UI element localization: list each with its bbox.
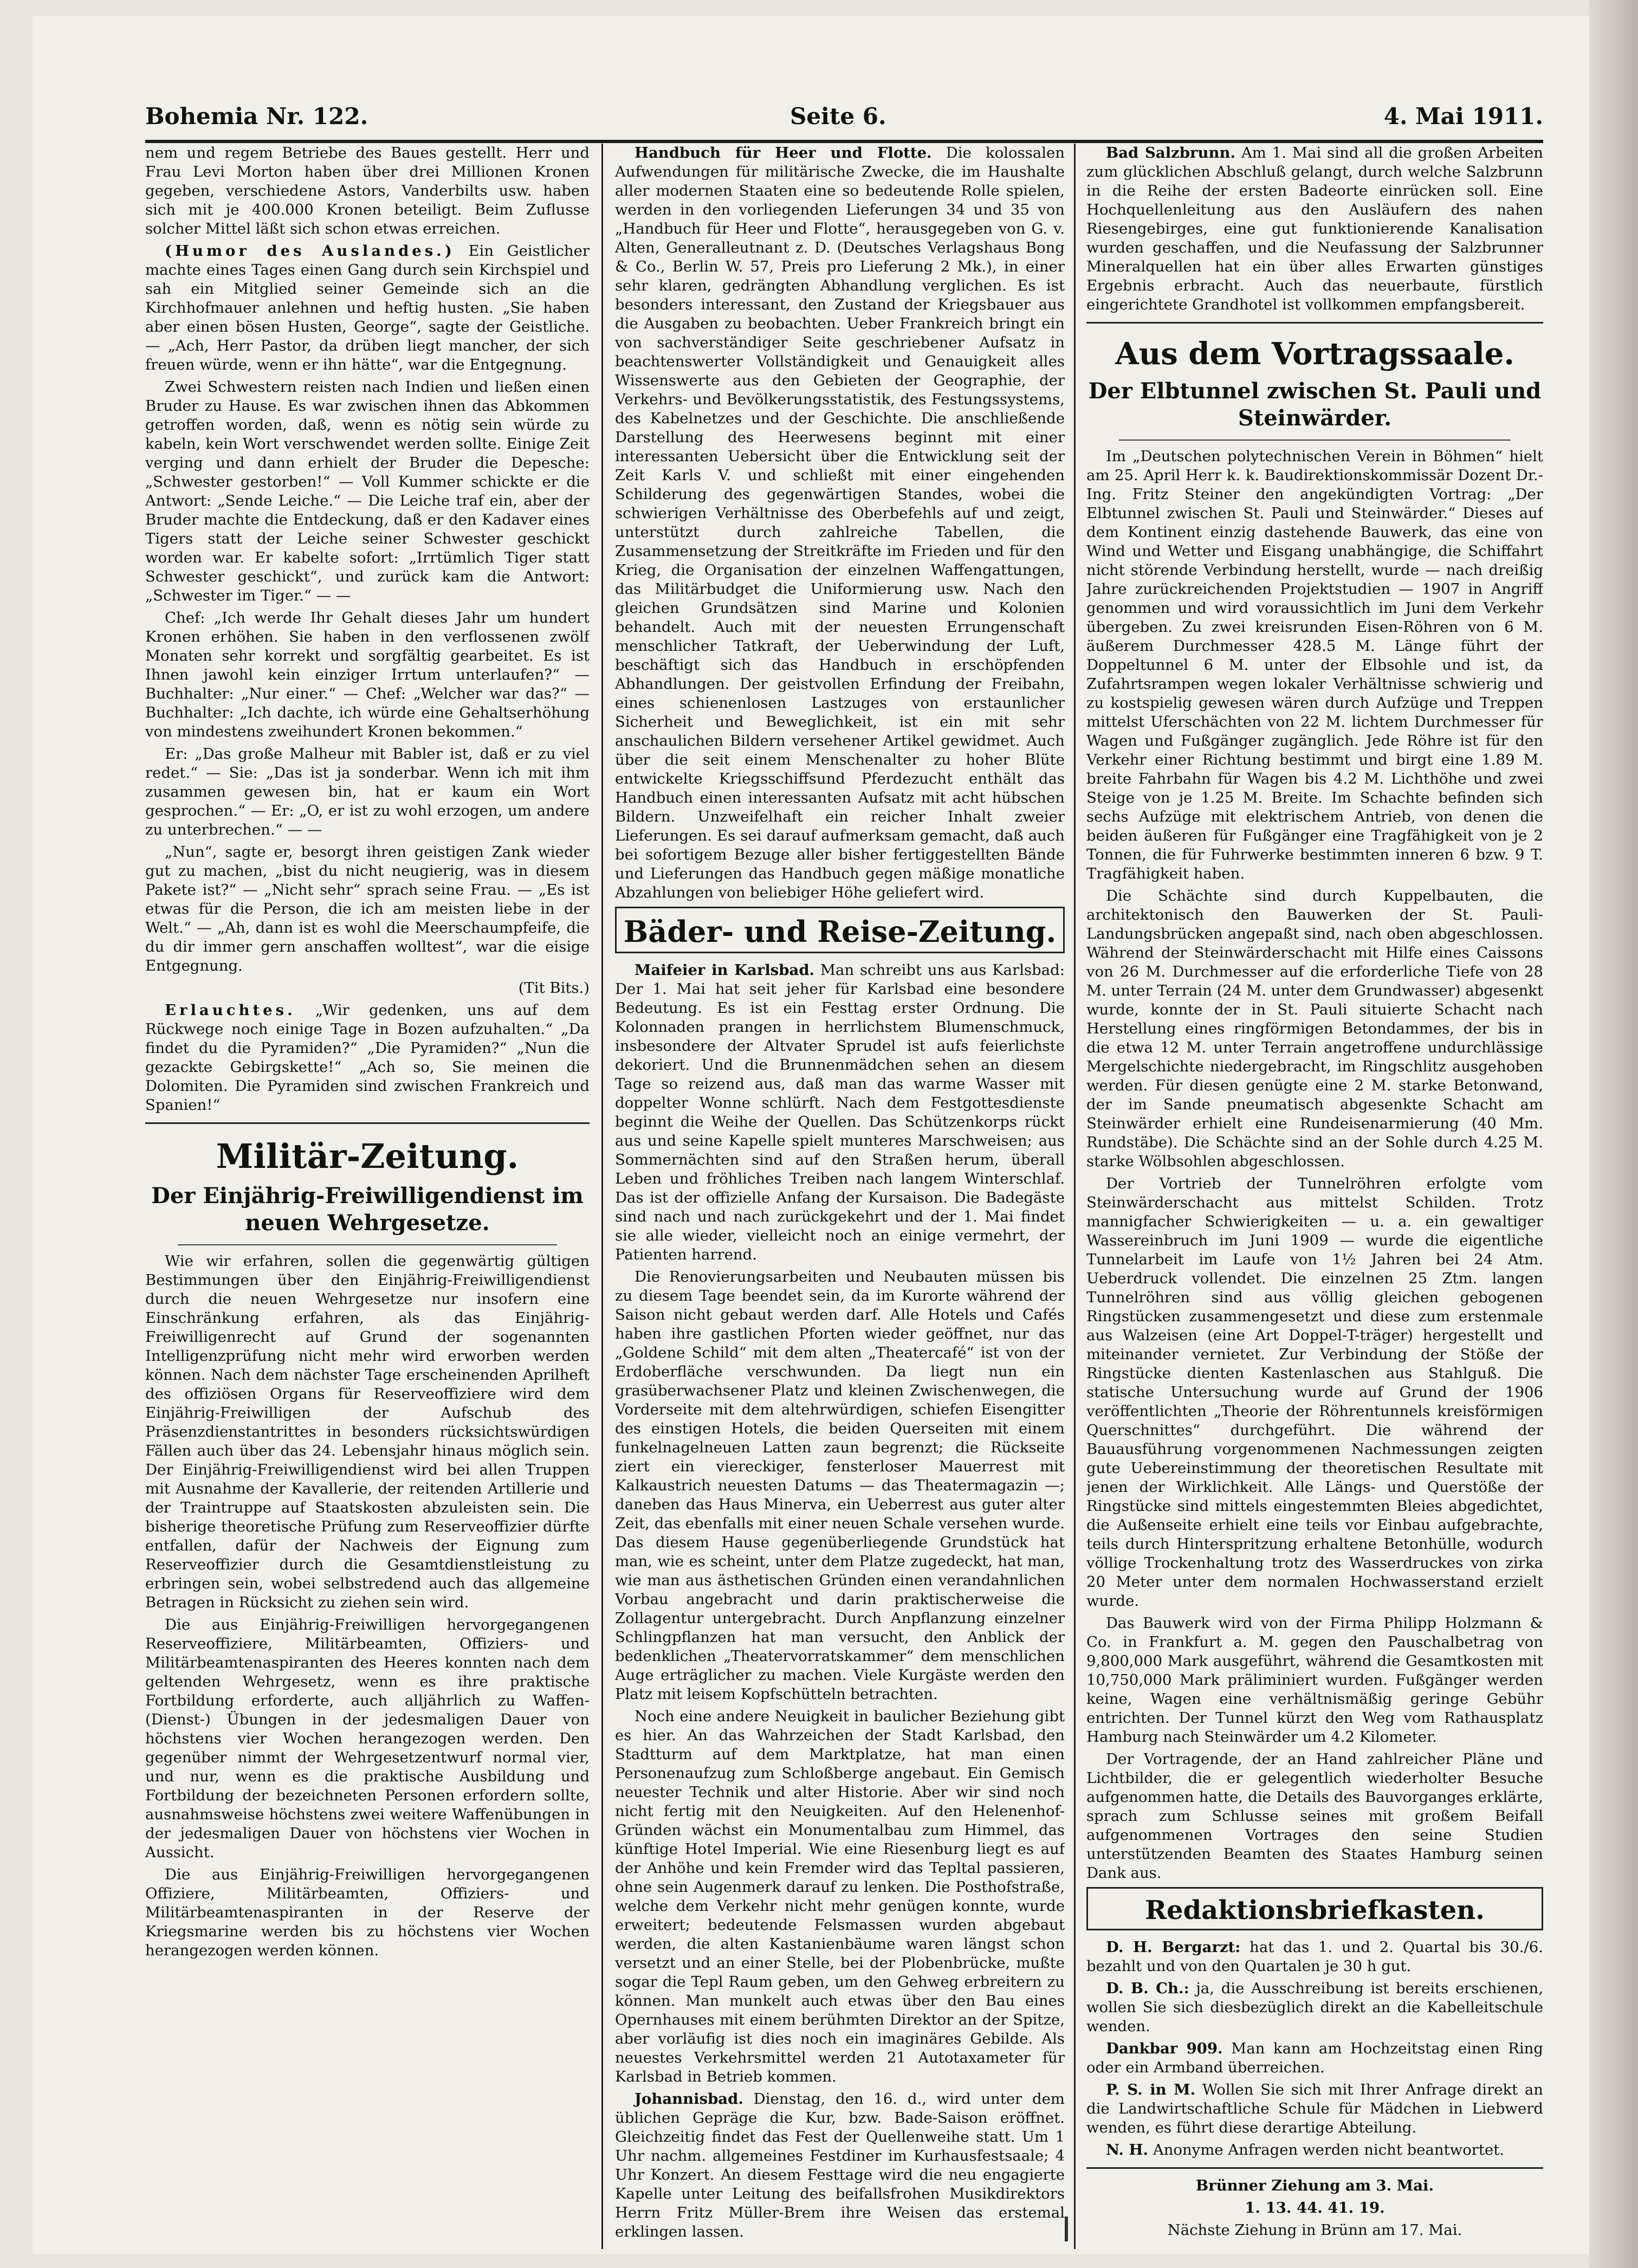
paragraph: Die Renovierungsarbeiten und Neubauten müssen bis zu diesem Tage beendet sein, da im Kurorte während der Saison nicht gebaut werden darf. Alle Hotels und Cafés haben ihre gastlichen Pforten wieder geöffnet, nur das „Goldene Schild“ mit dem alten „Theatercafé“ ist von der Erdoberfläche verschwunden. Da liegt nun ein grasüberwachsener Platz und kleinen Zwischenwegen, die Vorderseite mit dem altehrwürdigen, schiefen Eisengitter des einstigen Hotels, die beiden Querseiten mit einem funkelnagelneuen Latten zaun begrenzt; die Rückseite ziert ein viereckiger, fensterloser Mauerrest mit Kalkaustrich neuesten Datums — das Theatermagazin —; daneben das Haus Minerva, ein Ueberrest aus guter alter Zeit, das ebenfalls mit einer neuen Schale versehen wurde. Das diesem Hause gegenüberliegende Grundstück hat man, wie es scheint, unter dem Platze zugedeckt, hat man, wie man aus ästhetischen Gründen einen verandahnlichen Vorbau angebracht und darin praktischerweise die Zollagentur untergebracht. Durch Anpflanzung einzelner Schlingpflanzen hat man versucht, den Anblick der bedenklichen „Theatervorratskammer“ dem menschlichen Auge erträglicher zu machen. Viele Kurgäste werden den Platz mit leisem Kopfschütteln betrachten. xyxy=(615,1268,1065,1703)
paragraph: Im „Deutschen polytechnischen Verein in Böhmen“ hielt am 25. April Herr k. k. Baudirektionskommissär Dozent Dr.-Ing. Fritz Steiner den angekündigten Vortrag: „Der Elbtunnel zwischen St. Pauli und Steinwärder.“ Dieses auf dem Kontinent einzig dastehende Bauwerk, das eine von Wind und Wetter und Eisgang unabhängige, die Schiffahrt nicht störende Verbindung herstellt, wurde — nach dreißig Jahre zurückreichenden Projektstudien — 1907 in Angriff genommen und wird voraussichtlich im Juni dem Verkehr übergeben. Zu zwei kreisrunden Eisen-Röhren von 6 M. äußerem Durchmesser 428.5 M. Länge führt der Doppeltunnel 6 M. unter der Elbsohle und ist, da Zufahrtsrampen wegen lokaler Verhältnisse schwierig und zu kostspielig gewesen wären durch Aufzüge und Treppen mittelst Uferschächten von 22 M. lichtem Durchmesser für Wagen und Fußgänger zugänglich. Jede Röhre ist für den Verkehr einer Richtung bestimmt und birgt eine 1.89 M. breite Fahrbahn für Wagen bis 4.2 M. Lichthöhe und zwei Steige von je 1.25 M. Breite. Im Schachte befinden sich sechs Aufzüge mit elektrischem Antrieb, von denen die beiden äußeren für Fußgänger eine Tragfähigkeit von je 2 Tonnen, die für Fuhrwerke bestimmten inneren 6 bzw. 9 T. Tragfähigkeit haben. xyxy=(1086,448,1543,882)
reply-addressee: P. S. in M. xyxy=(1106,2081,1196,2098)
reply-text: Wollen Sie sich mit Ihrer Anfrage direkt an die Landwirtschaftliche Schule für Mädchen in Liebwerd wenden, es führt diese derartige Abteilung. xyxy=(1086,2081,1543,2136)
section-divider xyxy=(1086,2167,1543,2169)
paragraph xyxy=(145,1001,590,1115)
paragraph-lead: Bad Salzbrunn. xyxy=(1106,144,1236,161)
title-divider xyxy=(1119,440,1511,441)
paragraph-text: „Wir gedenken, uns auf dem Rückwege noch einige Tage in Bozen aufzuhalten.“ „Da findet du die Pyramiden?“ „Die Pyramiden?“ „Nun die gezackte Gebirgskette!“ „Ach so, Sie meinen die Dolomiten. Die Pyramiden sind zwischen Frankreich und Spanien!“ xyxy=(145,1001,590,1114)
paragraph xyxy=(615,144,1065,902)
paragraph: Der Vortragende, der an Hand zahlreicher Pläne und Lichtbilder, die er gelegentlich wiederholter Besuche aufgenommen hatte, die Details des Bauvorganges erklärte, sprach zum Schlusse seines mit großem Beifall aufgenommenen Vortrages den seine Studien unterstützenden Beamten des Staates Hamburg seinen Dank aus. xyxy=(1086,1750,1543,1882)
section-box xyxy=(1086,1887,1543,1930)
paragraph-text: Man schreibt uns aus Karlsbad: Der 1. Mai hat seit jeher für Karlsbad eine besondere Bedeutung. Es ist ein Festtag erster Ordnung. Die Kolonnaden prangen in herrlichstem Blumenschmuck, insbesondere der Altvater Sprudel ist aufs feierlichste dekoriert. Und die Brunnenmädchen sehen an diesem Tage so reizend aus, daß man das warme Wasser mit doppelter Wonne schlürft. Nach dem Festgottesdienste beginnt die Weihe der Quellen. Das Schützenkorps rückt aus und seine Kapelle spielt munteres Marschweisen; aus Sommernächten sind auf den Straßen herum, überall Leben und fröhliches Treiben nach langem Winterschlaf. Das ist der offizielle Anfang der Kursaison. Die Badegäste sind nach und nach zurückgekehrt und der 1. Mai findet sie alle wieder, vielleicht noch an einige vermehrt, der Patienten harrend. xyxy=(615,961,1065,1263)
reply-item xyxy=(1086,2039,1543,2077)
paragraph-lead: Erlauchtes. xyxy=(165,1001,296,1019)
paragraph xyxy=(1086,144,1543,314)
paragraph: Wie wir erfahren, sollen die gegenwärtig gültigen Bestimmungen über den Einjährig-Freiwilligendienst durch die neuen Wehrgesetze nur insofern eine Einschränkung erfahren, als das Einjährig-Freiwilligenrecht auf Grund der sogenannten Intelligenzprüfung nicht mehr wird erworben werden können. Nach dem nächster Tage erscheinenden Aprilheft des offiziösen Organs für Reserveoffiziere wird dem Einjährig-Freiwilligen der Aufschub des Präsenzdienstantrittes in besonders rücksichtswürdigen Fällen auch über das 24. Lebensjahr hinaus möglich sein. Der Einjährig-Freiwilligendienst wird bei allen Truppen mit Ausnahme der Kavallerie, der reitenden Artillerie und der Traintruppe auf Staatskosten abzuleisten sein. Die bisherige theoretische Prüfung zum Reserveoffizier dürfte entfallen, dafür der Nachweis der Eignung zum Reserveoffizier durch die Gesamtdienstleistung zu erbringen sein, wobei selbstredend auch das allgemeine Betragen in Rücksicht zu ziehen sein wird. xyxy=(145,1252,590,1611)
paragraph-lead: Handbuch für Heer und Flotte. xyxy=(635,144,932,161)
reply-item xyxy=(1086,2080,1543,2137)
paragraph xyxy=(615,2090,1065,2241)
paragraph: Die aus Einjährig-Freiwilligen hervorgegangenen Offiziere, Militärbeamten, Offiziers- und Militärbeamtenaspiranten in der Reserve der Kriegsmarine werden bis zu höchstens vier Wochen herangezogen werden können. xyxy=(145,1866,590,1959)
paragraph-lead: (Humor des Auslandes.) xyxy=(165,242,455,260)
reply-text: Anonyme Anfragen werden nicht beantwortet. xyxy=(1148,2141,1505,2159)
reply-addressee: D. B. Ch.: xyxy=(1106,1980,1189,1997)
source-note: (Tit Bits.) xyxy=(518,979,590,997)
reply-addressee: N. H. xyxy=(1106,2141,1149,2159)
paragraph: Die aus Einjährig-Freiwilligen hervorgegangenen Reserveoffiziere, Militärbeamten, Offiziers- und Militärbeamtenaspiranten des Heeres konnten nach dem geltenden Wehrgesetz, wenn es ihre praktische Fortbildung erforderte, auch alljährlich zu Waffen-(Dienst-) Übungen in der jedesmaligen Dauer von höchstens vier Wochen herangezogen werden. Den gegenüber nimmt der Wehrgesetzentwurf normal vier, und nur, wenn es die praktische Ausbildung und Fortbildung der bezeichneten Personen erfordern sollte, ausnahmsweise höchstens zwei weitere Waffenübungen in der jedesmaligen Dauer von höchstens vier Wochen in Aussicht. xyxy=(145,1616,590,1861)
column-rule xyxy=(1074,144,1076,2249)
reply-item xyxy=(1086,1979,1543,2036)
section-title-vortrag: Aus dem Vortragssaale. xyxy=(1115,336,1514,372)
section-title-baeder: Bäder- und Reise-Zeitung. xyxy=(623,914,1057,949)
section-divider xyxy=(1086,322,1543,324)
lottery-next: Nächste Ziehung in Brünn am 17. Mai. xyxy=(1167,2221,1462,2239)
article-title: Der Einjährig-Freiwilligendienst im neuen Wehrgesetze. xyxy=(151,1183,584,1236)
reply-item xyxy=(1086,1938,1543,1976)
section-title-military: Militär-Zeitung. xyxy=(216,1136,519,1176)
paragraph-lead: Maifeier in Karlsbad. xyxy=(635,961,815,979)
paragraph: Noch eine andere Neuigkeit in baulicher Beziehung gibt es hier. An das Wahrzeichen der Stadt Karlsbad, den Stadtturm auf dem Marktplatze, hat man einen Personenaufzug zum Schloßberge angebaut. Ein Gemisch neuester Technik und alter Historie. Aber wir sind noch nicht fertig mit den Neuigkeiten. Auf den Helenenhof-Gründen wächst ein Monumentalbau zum Himmel, das künftige Hotel Imperial. Wie eine Riesenburg liegt es auf der Anhöhe und kein Fremder wird das Tepltal passieren, ohne sein Augenmerk darauf zu lenken. Die Posthofstraße, welche dem Verkehr nicht mehr genügen konnte, wurde erweitert; bedeutende Felsmassen wurden abgebaut werden, die alten Kastanienbäume waren längst schon versetzt und an einer Stelle, bei der Plobenbrücke, mußte sogar die Tepl Raum geben, um den Gehweg erbreitern zu können. Man munkelt auch etwas über den Bau eines Opernhauses mit einem berühmten Direktor an der Spitze, aber vorläufig ist dies noch ein imaginäres Gebilde. Als neuestes Verkehrsmittel werden 21 Autotaxameter für Karlsbad in Betrieb kommen. xyxy=(615,1708,1065,2085)
scan-mark xyxy=(1065,2217,1068,2241)
reply-text: ja, die Ausschreibung ist bereits erschienen, wollen Sie sich diesbezüglich direkt an die Kabelleitschule wenden. xyxy=(1086,1980,1543,2035)
page-header xyxy=(145,98,1543,143)
title-divider xyxy=(178,1244,557,1245)
paragraph-text: Ein Geistlicher machte eines Tages einen Gang durch sein Kirchspiel und sah ein Mitglied seiner Gemeinde sich an die Kirchhofmauer anlehnen und heftig husten. „Sie haben aber einen bösen Husten, George“, sagte der Geistliche. — „Ach, Herr Pastor, da drüben liegt mancher, der sich freuen würde, wenn er ihn hätte“, war die Entgegnung. xyxy=(145,242,590,373)
column-1 xyxy=(145,144,590,2249)
paragraph-text: Die kolossalen Aufwendungen für militärische Zwecke, die im Haushalte aller modernen Staaten eine so bedeutende Rolle spielen, werden in den vorliegenden Lieferungen 34 und 35 von „Handbuch für Heer und Flotte“, herausgegeben von G. v. Alten, Generalleutnant z. D. (Deutsches Verlagshaus Bong & Co., Berlin W. 57, Preis pro Lieferung 2 Mk.), in einer sehr klaren, gedrängten Abhandlung verglichen. Es ist besonders interessant, den Zustand der Kriegsbauer aus die Ausgaben zu beobachten. Ueber Frankreich bringt ein von sachverständiger Seite geschriebener Aufsatz in beachtenswerter Vollständigkeit und Genauigkeit alles Wissenswerte aus den Gebieten der Geographie, der Verkehrs- und Bevölkerungsstatistik, des Festungssystems, des Kabelnetzes und der Geschichte. Die anschließende Darstellung des Heerwesens beginnt mit einer interessanten Uebersicht über die Entwicklung seit der Zeit Karls V. und schließt mit einer eingehenden Schilderung des gegenwärtigen Standes, wobei die schwierigen Verhältnisse des Oberbefehls auf und zeigt, unterstützt durch zahlreiche Tabellen, die Zusammensetzung der Streitkräfte im Frieden und für den Krieg, die Organisation der einzelnen Waffengattungen, das Militärbudget die Uniformierung usw. Nach den gleichen Grundsätzen sind Marine und Kolonien behandelt. Auch mit der neuesten Errungenschaft menschlicher Tatkraft, der Ueberwindung der Luft, beschäftigt sich das Handbuch in erschöpfenden Abhandlungen. Der geistvollen Erfindung der Freibahn, eines schienenlosen Lastzuges von erstaunlicher Sicherheit und Beweglichkeit, ist ein mit sehr anschaulichen Bildern versehener Artikel gewidmet. Auch über die seit einem Menschenalter zu hoher Blüte entwickelte Kriegsschiffsund Pferdezucht enthält das Handbuch einen interessanten Aufsatz mit acht hübschen Bildern. Unzweifelhaft ein reicher Inhalt zweier Lieferungen. Es sei darauf aufmerksam gemacht, daß auch bei sofortigem Bezuge aller bisher fertiggestellten Bände und Lieferungen das Handbuch gegen mäßige monatliche Abzahlungen von beliebiger Höhe geliefert wird. xyxy=(615,144,1065,901)
reply-addressee: D. H. Bergarzt: xyxy=(1106,1939,1241,1956)
scan-edge xyxy=(1589,0,1638,2268)
reply-item xyxy=(1086,2141,1543,2160)
reply-text: Man kann am Hochzeitstag einen Ring oder ein Armband überreichen. xyxy=(1086,2040,1543,2076)
paragraph: Chef: „Ich werde Ihr Gehalt dieses Jahr um hundert Kronen erhöhen. Sie haben in den verflossenen zwölf Monaten sehr korrekt und sorgfältig gearbeitet. Es ist Ihnen jawohl kein einziger Irrtum unterlaufen?“ — Buchhalter: „Nur einer.“ — Chef: „Welcher war das?“ — Buchhalter: „Ich dachte, ich würde eine Gehaltserhöhung von mindestens zweihundert Kronen bekommen.“ xyxy=(145,609,590,740)
header-date: 4. Mai 1911. xyxy=(1383,103,1543,130)
paragraph-lead: Johannisbad. xyxy=(635,2090,743,2108)
lottery-numbers: 1. 13. 44. 41. 19. xyxy=(1245,2199,1385,2217)
column-2 xyxy=(615,144,1065,2249)
section-divider xyxy=(145,1122,590,1124)
article-title: Der Elbtunnel zwischen St. Pauli und Steinwärder. xyxy=(1088,378,1542,431)
paragraph xyxy=(145,242,590,374)
paragraph: Das Bauwerk wird von der Firma Philipp Holzmann & Co. in Frankfurt a. M. gegen den Pauschalbetrag von 9,800,000 Mark ausgeführt, während die Gesamtkosten mit 10,750,000 Mark präliminiert wurden. Fußgänger werden keine, Wagen eine verhältnismäßig geringe Gebühr entrichten. Der Tunnel kürzt den Weg vom Rathausplatz Hamburg nach Steinwärder um 4.2 Kilometer. xyxy=(1086,1614,1543,1746)
section-title-redaktion: Redaktionsbriefkasten. xyxy=(1145,1895,1485,1925)
paragraph: Er: „Das große Malheur mit Babler ist, daß er zu viel redet.“ — Sie: „Das ist ja sonderbar. Wenn ich mit ihm zusammen gewesen bin, hat er kaum ein Wort gesprochen.“ — Er: „O, er ist zu wohl erzogen, um andere zu unterbrechen.“ — — xyxy=(145,745,590,838)
reply-addressee: Dankbar 909. xyxy=(1106,2040,1223,2057)
header-masthead: Bohemia Nr. 122. xyxy=(145,103,368,130)
paragraph: Der Vortrieb der Tunnelröhren erfolgte vom Steinwärderschacht aus mittelst Schilden. Trotz mannigfacher Schwierigkeiten — u. a. ein gewaltiger Wassereinbruch im Juni 1909 — wurde die eigentliche Tunnelarbeit im Laufe von 1½ Jahren bei 24 Atm. Ueberdruck vollendet. Die einzelnen 25 Ztm. langen Tunnelröhren sind aus völlig gleichen gebogenen Ringstücken zusammengesetzt und diese zum erstenmale aus Walzeisen (eine Art Doppel-T-träger) hergestellt und miteinander vernietet. Zur Verbindung der Stöße der Ringstücke dienten Kastenlaschen aus Stahlguß. Die statische Untersuchung wurde auf Grund der 1906 veröffentlichten „Theorie der Röhrentunnels kreisförmigen Querschnittes“ durchgeführt. Die während der Bauausführung vorgenommenen Nachmessungen zeigten gute Uebereinstimmung der theoretischen Resultate mit jenen der Wirklichkeit. Alle Längs- und Querstöße der Ringstücke sind mittels eingestemmten Bleies abgedichtet, die Außenseite erhielt eine teils vor Einbau aufgebrachte, teils durch Hinterspritzung erhaltene Betonhülle, wodurch völlige Trockenhaltung trotz des Wasserdruckes von zirka 20 Meter unter dem normalen Hochwasserstand erzielt wurde. xyxy=(1086,1175,1543,1610)
paragraph: Die Schächte sind durch Kuppelbauten, die architektonisch den Bauwerken der St. Pauli-Landungsbrücken angepaßt sind, nach oben abgeschlossen. Während der Steinwärderschacht mit Hilfe eines Caissons von 26 M. Durchmesser auf die erforderliche Tiefe von 28 M. unter Terrain (24 M. unter dem Grundwasser) abgesenkt wurde, konnte der in St. Pauli situierte Schacht nach Herstellung eines ringförmigen Betondammes, der bis in die etwa 12 M. unter Terrain angetroffene undurchlässige Mergelschichte niedergebracht, im Ringschlitz ausgehoben werden. Für diesen genügte eine 2 M. starke Betonwand, der im Sande pneumatisch abgesenkte Schacht am Steinwärder erhielt eine Rundeisenarmierung (40 Mm. Rundstäbe). Die Schächte sind an der Sohle durch 4.25 M. starke Wölbsohlen abgeschlossen. xyxy=(1086,887,1543,1170)
paragraph-text: Am 1. Mai sind all die großen Arbeiten zum glücklichen Abschluß gelangt, durch welche Salzbrunn in die Reihe der ersten Badeorte einrücken soll. Eine Hochquellenleitung aus den Ausläufern des nahen Riesengebirges, eine gut funktionierende Kanalisation wurden geschaffen, und die Neufassung der Salzbrunner Mineralquellen hat ein über alles Erwarten günstiges Ergebnis erbracht. Auch das neuerbaute, fürstlich eingerichtete Grandhotel ist vollkommen empfangsbereit. xyxy=(1086,144,1543,313)
column-3 xyxy=(1086,144,1543,2249)
paragraph: nem und regem Betriebe des Baues gestellt. Herr und Frau Levi Morton haben über drei Millionen Kronen gegeben, verschiedene Astors, Vanderbilts usw. haben sich mit je 400.000 Kronen beteiligt. Beim Zuflusse solcher Mittel läßt sich schon etwas erreichen. xyxy=(145,144,590,237)
column-rule xyxy=(601,144,603,2249)
header-page-number: Seite 6. xyxy=(790,103,886,130)
lottery-title: Brünner Ziehung am 3. Mai. xyxy=(1195,2177,1434,2194)
reply-text: hat das 1. und 2. Quartal bis 30./6. bezahlt und von den Quartalen je 30 h gut. xyxy=(1086,1939,1543,1975)
paragraph: Zwei Schwestern reisten nach Indien und ließen einen Bruder zu Hause. Es war zwischen ihnen das Abkommen getroffen worden, daß, wenn es nötig sein würde zu kabeln, kein Wort verschwendet werden sollte. Einige Zeit verging und dann erhielt der Bruder die Depesche: „Schwester gestorben!“ — Voll Kummer schickte er die Antwort: „Sende Leiche.“ — Die Leiche traf ein, aber der Bruder machte die Entdeckung, daß er den Kadaver eines Tigers statt der Leiche seiner Schwester geschickt worden war. Er kabelte sofort: „Irrtümlich Tiger statt Schwester geschickt“, und zurück kam die Antwort: „Schwester im Tiger.“ — — xyxy=(145,378,590,604)
paragraph: „Nun“, sagte er, besorgt ihren geistigen Zank wieder gut zu machen, „bist du nicht neugierig, was in diesem Pakete ist?“ — „Nicht sehr“ sprach seine Frau. — „Es ist etwas für die Person, die ich am meisten liebe in der Welt.“ — „Ah, dann ist es wohl die Meerschaumpfeife, die du dir immer gern anschaffen wolltest“, war die eisige Entgegnung. xyxy=(145,843,590,974)
section-box xyxy=(615,907,1065,953)
paragraph-text: Dienstag, den 16. d., wird unter dem üblichen Gepräge die Kur, bzw. Bade-Saison eröffnet. Gleichzeitig findet das Fest der Quellenweihe statt. Um 1 Uhr nachm. allgemeines Festdiner im Kurhausfestsaale; 4 Uhr Konzert. An diesem Festtage wird die neu engagierte Kapelle unter Leitung des beifallsfrohen Musikdirektors Herrn Fritz Müller-Brem ihre Weisen das erstemal erklingen lassen. xyxy=(615,2090,1065,2240)
paragraph xyxy=(615,961,1065,1264)
